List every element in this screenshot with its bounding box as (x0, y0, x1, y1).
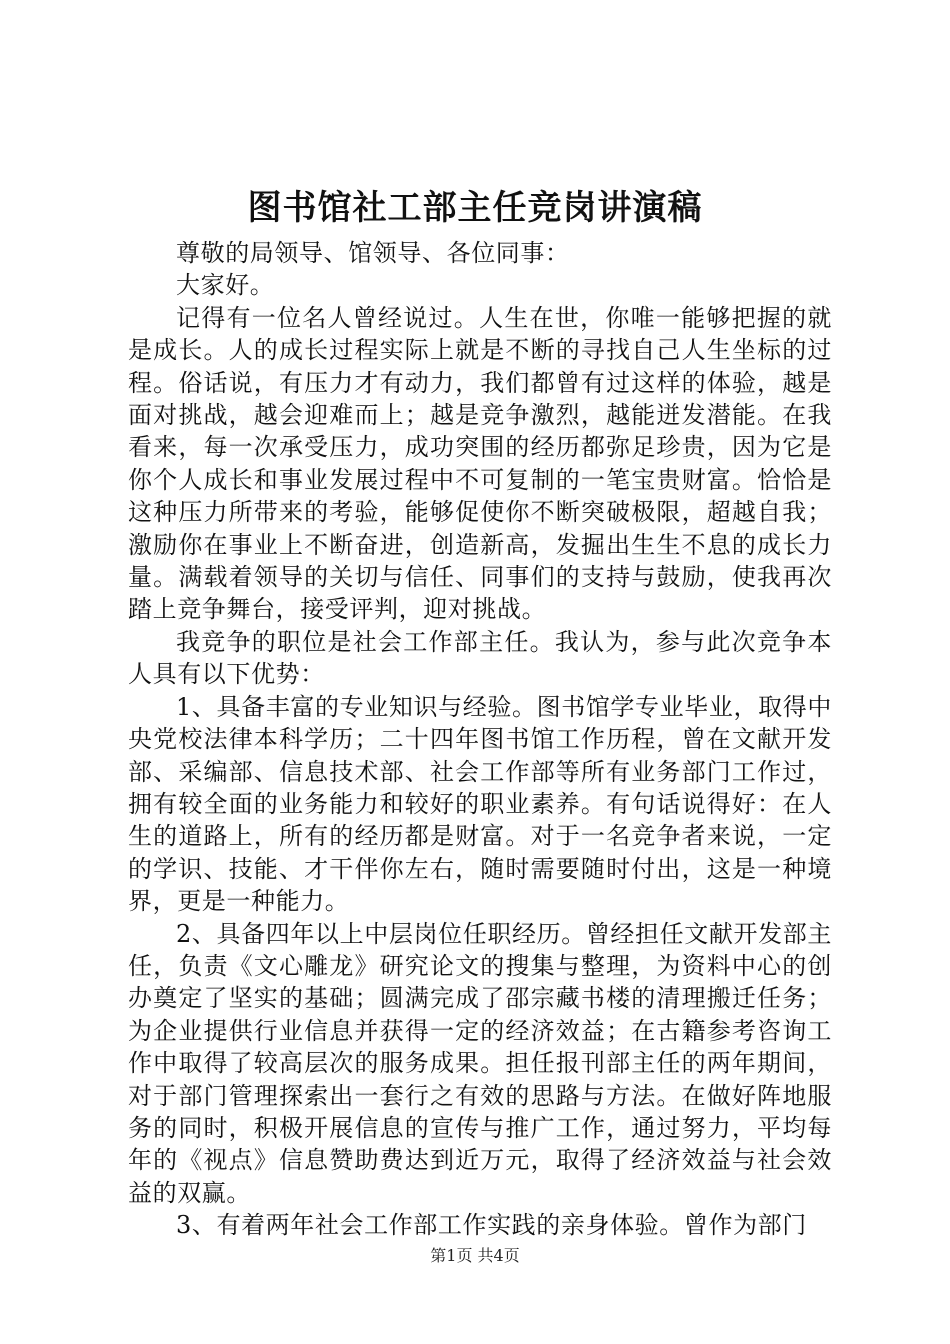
advantage-1-paragraph: 1、具备丰富的专业知识与经验。图书馆学专业毕业，取得中央党校法律本科学历；二十四年图书馆工作历程，曾在文献开发部、采编部、信息技术部、社会工作部等所有业务部门工作过，拥有较全面的业务能力和较好的职业素养。有句话说得好：在人生的道路上，所有的经历都是财富。对于一名竞争者来说，一定的学识、技能、才干伴你左右，随时需要随时付出，这是一种境界，更是一种能力。 (128, 692, 832, 916)
document-body (128, 237, 832, 1242)
position-paragraph: 我竞争的职位是社会工作部主任。我认为，参与此次竞争本人具有以下优势： (128, 627, 832, 689)
advantage-2-paragraph: 2、具备四年以上中层岗位任职经历。曾经担任文献开发部主任，负责《文心雕龙》研究论文的搜集与整理，为资料中心的创办奠定了坚实的基础；圆满完成了邵宗藏书楼的清理搬迁任务；为企业提供行业信息并获得一定的经济效益；在古籍参考咨询工作中取得了较高层次的服务成果。担任报刊部主任的两年期间，对于部门管理探索出一套行之有效的思路与方法。在做好阵地服务的同时，积极开展信息的宣传与推广工作，通过努力，平均每年的《视点》信息赞助费达到近万元，取得了经济效益与社会效益的双赢。 (128, 919, 832, 1207)
advantage-3-paragraph: 3、有着两年社会工作部工作实践的亲身体验。曾作为部门 (176, 1211, 807, 1240)
document-title: 图书馆社工部主任竞岗讲演稿 (247, 188, 703, 228)
greeting-paragraph: 大家好。 (176, 271, 275, 300)
salutation-paragraph: 尊敬的局领导、馆领导、各位同事： (176, 239, 570, 267)
page-footer (0, 1244, 950, 1268)
page-total: 共4页 (477, 1246, 520, 1265)
intro-paragraph: 记得有一位名人曾经说过。人生在世，你唯一能够把握的就是成长。人的成长过程实际上就是不断的寻找自己人生坐标的过程。俗话说，有压力才有动力，我们都曾有过这样的体验，越是面对挑战，越会迎难而上；越是竞争激烈，越能迸发潜能。在我看来，每一次承受压力，成功突围的经历都弥足珍贵，因为它是你个人成长和事业发展过程中不可复制的一笔宝贵财富。恰恰是这种压力所带来的考验，能够促使你不断突破极限，超越自我；激励你在事业上不断奋进，创造新高，发掘出生生不息的成长力量。满载着领导的关切与信任、同事们的支持与鼓励，使我再次踏上竞争舞台，接受评判，迎对挑战。 (128, 303, 832, 624)
page-number: 第1页 (430, 1246, 473, 1265)
